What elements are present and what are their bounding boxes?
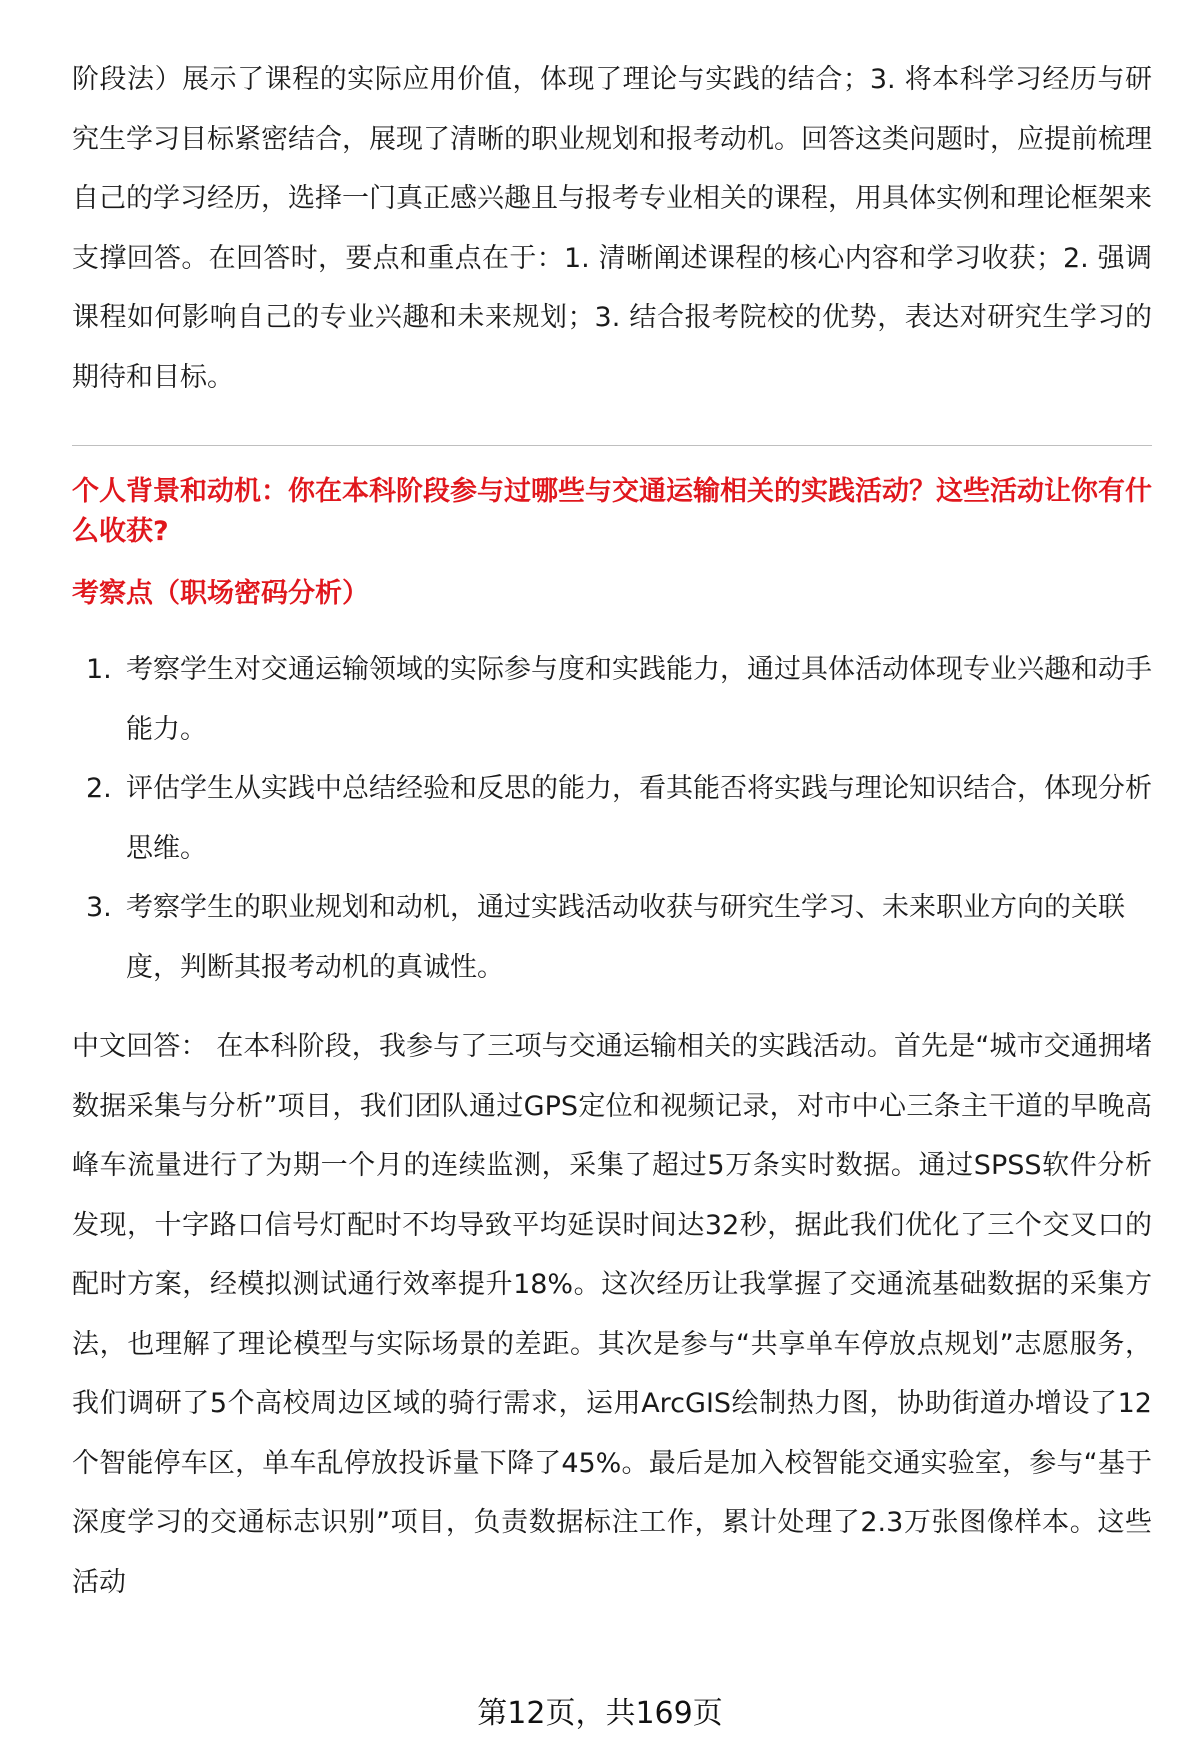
list-item-text: 考察学生对交通运输领域的实际参与度和实践能力，通过具体活动体现专业兴趣和动手能力。 [126,654,1152,745]
section-divider [72,445,1152,446]
page-footer: 第12页，共169页 [477,1696,723,1731]
list-number: 1. [86,654,112,685]
section-title: 考察点（职场密码分析） [72,578,369,609]
list-number: 2. [86,773,112,804]
points-list [72,640,1152,997]
intro-paragraph: 阶段法）展示了课程的实际应用价值，体现了理论与实践的结合；3. 将本科学习经历与研究生学习目标紧密结合，展现了清晰的职业规划和报考动机。回答这类问题时，应提前梳理自己的学习经历，选择一门真正感兴趣且与报考专业相关的课程，用具体实例和理论框架来支撑回答。在回答时，要点和重点在于：1. 清晰阐述课程的核心内容和学习收获；2. 强调课程如何影响自己的专业兴趣和未来规划；3. 结合报考院校的优势，表达对研究生学习的期待和目标。 [72,64,1152,393]
answer-paragraph: 中文回答： 在本科阶段，我参与了三项与交通运输相关的实践活动。首先是“城市交通拥堵数据采集与分析”项目，我们团队通过GPS定位和视频记录，对市中心三条主干道的早晚高峰车流量进行了为期一个月的连续监测，采集了超过5万条实时数据。通过SPSS软件分析发现，十字路口信号灯配时不均导致平均延误时间达32秒，据此我们优化了三个交叉口的配时方案，经模拟测试通行效率提升18%。这次经历让我掌握了交通流基础数据的采集方法，也理解了理论模型与实际场景的差距。其次是参与“共享单车停放点规划”志愿服务，我们调研了5个高校周边区域的骑行需求，运用ArcGIS绘制热力图，协助街道办增设了12个智能停车区，单车乱停放投诉量下降了45%。最后是加入校智能交通实验室，参与“基于深度学习的交通标志识别”项目，负责数据标注工作，累计处理了2.3万张图像样本。这些活动 [72,1031,1152,1598]
list-item [72,640,1152,759]
list-item-text: 评估学生从实践中总结经验和反思的能力，看其能否将实践与理论知识结合，体现分析思维。 [126,773,1152,864]
document-page [72,50,1152,1612]
list-item-text: 考察学生的职业规划和动机，通过实践活动收获与研究生学习、未来职业方向的关联度，判断其报考动机的真诚性。 [126,892,1125,983]
list-number: 3. [86,892,112,923]
list-item [72,878,1152,997]
list-item [72,759,1152,878]
question-heading: 个人背景和动机：你在本科阶段参与过哪些与交通运输相关的实践活动？这些活动让你有什么收获? [72,476,1152,547]
